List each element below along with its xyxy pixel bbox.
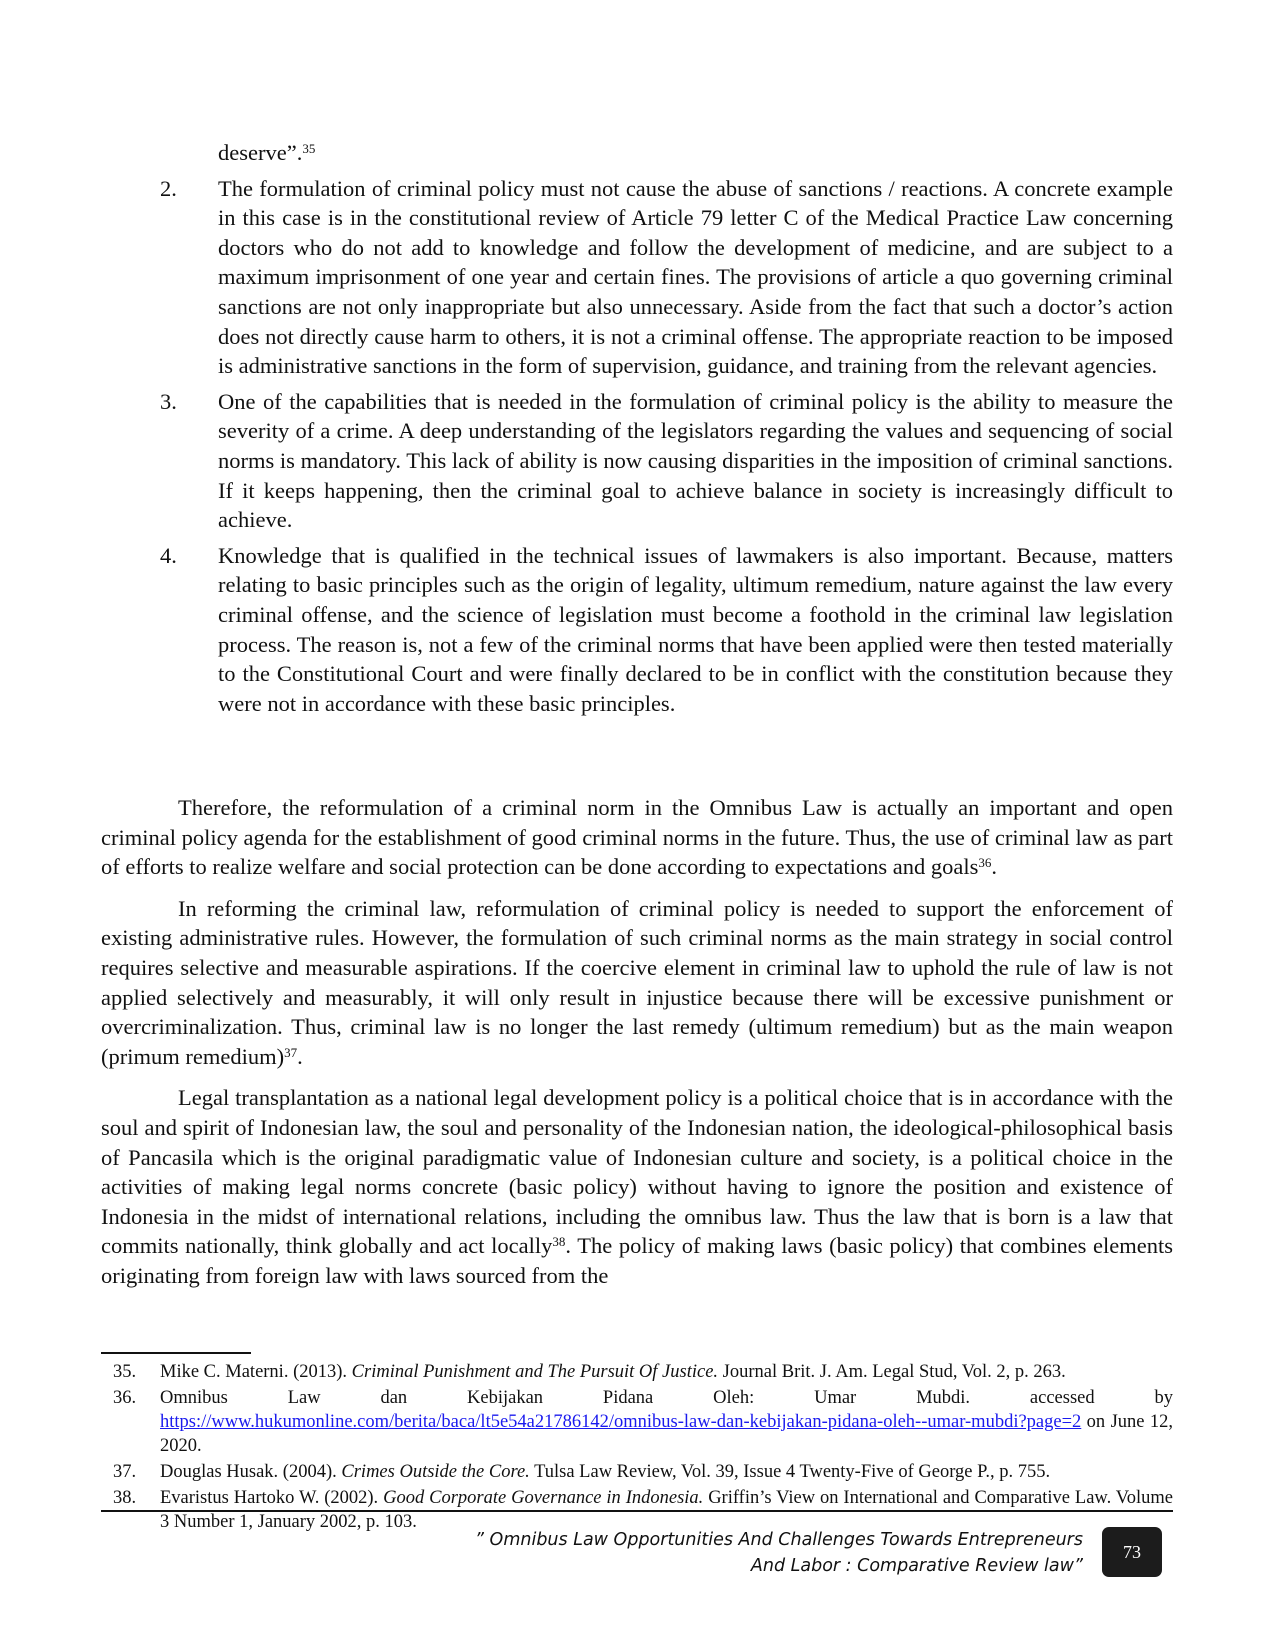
list-number: 2. [160,175,177,201]
running-title-line: ” Omnibus Law Opportunities And Challenges Towards Entrepreneurs [474,1530,1083,1550]
paragraph-text: In reforming the criminal law, reformulation of criminal policy is needed to support the enforcement of existing administrative rules. However, the formulation of such criminal norms as the main strategy in social control requires selective and measurable aspirations. If the coercive element in criminal law to uphold the rule of law is not applied selectively and measurably, it will only result in injustice because there will be excessive punishment or overcriminalization. Thus, criminal law is no longer the last remedy (ultimum remedium) but as the main weapon (primum remedium) [101,895,1173,1069]
footnote-ref[interactable]: 36 [978,855,992,871]
page-number: 73 [1102,1527,1162,1577]
list-number: 4. [160,542,177,568]
footnote-number: 38. [113,1488,137,1508]
footnote-title: Crimes Outside the Core. [341,1462,530,1482]
footnote [101,1360,1173,1384]
footnote-source: Griffin’s View on International and Comparative Law. Volume 3 Number 1, January 2002, p. 103. [160,1488,1173,1532]
footnote-ref[interactable]: 38 [552,1234,566,1250]
footnote-title: Good Corporate Governance in Indonesia. [383,1488,704,1508]
list-number: 3. [160,388,177,414]
paragraph-text: Legal transplantation as a national legal development policy is a political choice that is in accordance with the soul and spirit of Indonesian law, the soul and personality of the Indonesian nation, the ideological-philosophical basis of Pancasila which is the original paradigmatic value of Indonesian culture and society, is a political choice in the activities of making legal norms concrete (basic policy) without having to ignore the position and existence of Indonesia in the midst of international relations, including the omnibus law. Thus the law that is born is a law that commits nationally, think globally and act locally [101,1085,1173,1259]
running-title-line: And Labor : Comparative Review law” [750,1556,1083,1576]
list-item [160,387,1173,535]
list-text: One of the capabilities that is needed in the formulation of criminal policy is the ability to measure the severity of a crime. A deep understanding of the legislators regarding the values and sequencing of social norms is mandatory. This lack of ability is now causing disparities in the imposition of criminal sanctions. If it keeps happening, then the criminal goal to achieve balance in society is increasingly difficult to achieve. [218,388,1173,533]
footnote [101,1460,1173,1484]
footnote-source: Tulsa Law Review, Vol. 39, Issue 4 Twenty-Five of George P., p. 755. [529,1462,1051,1482]
paragraph [101,1083,1173,1290]
footnote-text: Douglas Husak. (2004). [160,1462,342,1482]
numbered-list [160,138,1173,724]
paragraph-tail: . [297,1043,303,1069]
running-title [383,1527,1083,1579]
footnote-text: Omnibus Law dan Kebijakan Pidana Oleh: Umar Mubdi. accessed by [160,1388,1173,1408]
list-item [160,541,1173,719]
list-text: The formulation of criminal policy must not cause the abuse of sanctions / reactions. A concrete example in this case is in the constitutional review of Article 79 letter C of the Medical Practice Law concerning doctors who do not add to knowledge and follow the development of medicine, and are subject to a maximum imprisonment of one year and certain fines. The provisions of article a quo governing criminal sanctions are not only inappropriate but also unnecessary. Aside from the fact that such a doctor’s action does not directly cause harm to others, it is not a criminal offense. The appropriate reaction to be imposed is administrative sanctions in the form of supervision, guidance, and training from the relevant agencies. [218,175,1173,379]
list-item [160,174,1173,381]
paragraph-text: Therefore, the reformulation of a criminal norm in the Omnibus Law is actually an important and open criminal policy agenda for the establishment of good criminal norms in the future. Thus, the use of criminal law as part of efforts to realize welfare and social protection can be done according to expectations and goals [101,795,1173,880]
list-item-continued [160,138,1173,168]
list-text: Knowledge that is qualified in the technical issues of lawmakers is also important. Because, matters relating to basic principles such as the origin of legality, ultimum remedium, nature against the law every criminal offense, and the science of legislation must become a foothold in the criminal law legislation process. The reason is, not a few of the criminal norms that have been applied were then tested materially to the Constitutional Court and were finally declared to be in conflict with the constitution because they were not in accordance with these basic principles. [218,542,1173,716]
continued-text: deserve”. [218,140,303,165]
footnote-ref[interactable]: 35 [302,140,316,156]
footnote-number: 35. [113,1362,137,1382]
footer-rule [101,1510,1173,1512]
footnote-source: on June 12, 2020. [160,1412,1173,1456]
paragraph [101,894,1173,1072]
paragraph-tail: . [991,854,997,880]
footnote-title: Criminal Punishment and The Pursuit Of Justice. [351,1362,719,1382]
footnote [101,1386,1173,1458]
footnote-number: 36. [113,1388,137,1408]
footnote-text: Mike C. Materni. (2013). [160,1362,352,1382]
paragraph [101,793,1173,882]
body-text [101,793,1173,1303]
footnote-number: 37. [113,1462,137,1482]
footnote-source: Journal Brit. J. Am. Legal Stud, Vol. 2, p. 263. [718,1362,1066,1382]
footnote-ref[interactable]: 37 [284,1044,298,1060]
footnote-link[interactable]: https://www.hukumonline.com/berita/baca/lt5e54a21786142/omnibus-law-dan-kebijakan-pidana-oleh--umar-mubdi?page=2 [160,1412,1082,1432]
footnote-separator [101,1352,251,1354]
footnote-text: Evaristus Hartoko W. (2002). [160,1488,384,1508]
paragraph-tail: . The policy of making laws (basic policy) that combines elements originating from foreign law with laws sourced from the [101,1233,1174,1288]
